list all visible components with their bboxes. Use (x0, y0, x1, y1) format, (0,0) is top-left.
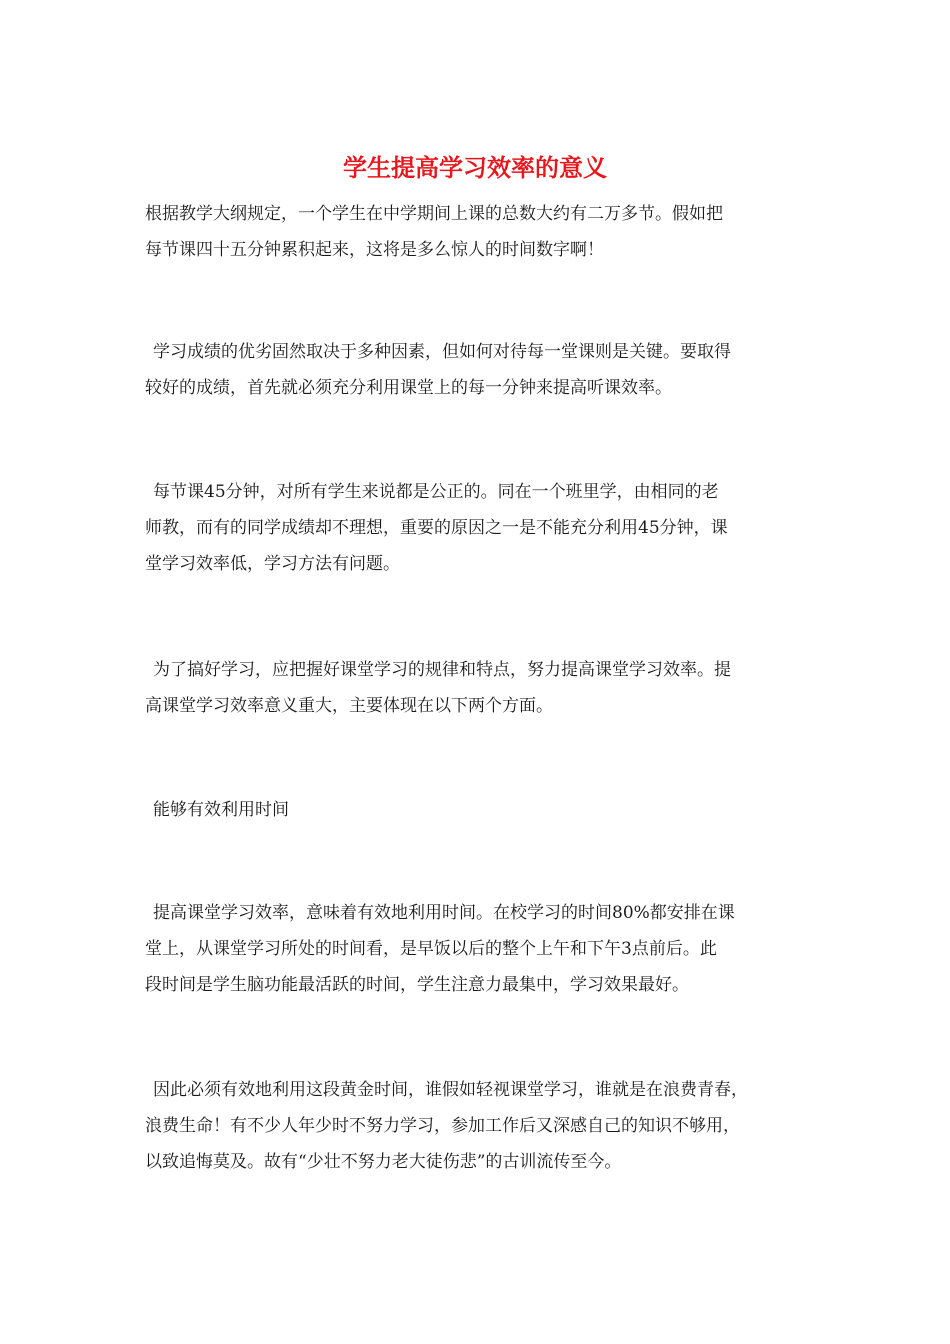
paragraph-line: 学习成绩的优劣固然取决于多种因素，但如何对待每一堂课则是关键。要取得 (153, 342, 731, 362)
paragraph-1 (145, 196, 815, 268)
paragraph-4 (145, 652, 815, 724)
section-heading (145, 792, 815, 828)
section-heading-text: 能够有效利用时间 (153, 800, 289, 820)
paragraph-line: 提高课堂学习效率，意味着有效地利用时间。在校学习的时间80%都安排在课 (153, 903, 735, 923)
paragraph-5 (145, 895, 815, 1003)
paragraph-6 (145, 1072, 815, 1180)
paragraph-line: 为了搞好学习，应把握好课堂学习的规律和特点，努力提高课堂学习效率。提 (153, 660, 731, 680)
paragraph-line: 堂上，从课堂学习所处的时间看，是早饭以后的整个上午和下午3点前后。此 (145, 939, 717, 959)
paragraph-line: 师教，而有的同学成绩却不理想，重要的原因之一是不能充分利用45分钟，课 (145, 518, 728, 538)
paragraph-line: 较好的成绩，首先就必须充分利用课堂上的每一分钟来提高听课效率。 (145, 378, 672, 398)
paragraph-line: 高课堂学习效率意义重大，主要体现在以下两个方面。 (145, 696, 553, 716)
paragraph-line: 堂学习效率低，学习方法有问题。 (145, 554, 400, 574)
paragraph-line: 每节课四十五分钟累积起来，这将是多么惊人的时间数字啊！ (145, 240, 604, 260)
paragraph-line: 因此必须有效地利用这段黄金时间，谁假如轻视课堂学习，谁就是在浪费青春， (153, 1080, 748, 1100)
paragraph-line: 浪费生命！有不少人年少时不努力学习，参加工作后又深感自己的知识不够用， (145, 1116, 740, 1136)
paragraph-line: 根据教学大纲规定，一个学生在中学期间上课的总数大约有二万多节。假如把 (145, 204, 723, 224)
paragraph-line: 以致追悔莫及。故有“少壮不努力老大徒伤悲”的古训流传至今。 (145, 1152, 622, 1172)
document-title: 学生提高学习效率的意义 (343, 154, 607, 182)
paragraph-line: 每节课45分钟，对所有学生来说都是公正的。同在一个班里学，由相同的老 (153, 482, 719, 502)
paragraph-3 (145, 474, 815, 582)
paragraph-line: 段时间是学生脑功能最活跃的时间，学生注意力最集中，学习效果最好。 (145, 975, 689, 995)
paragraph-2 (145, 334, 815, 406)
